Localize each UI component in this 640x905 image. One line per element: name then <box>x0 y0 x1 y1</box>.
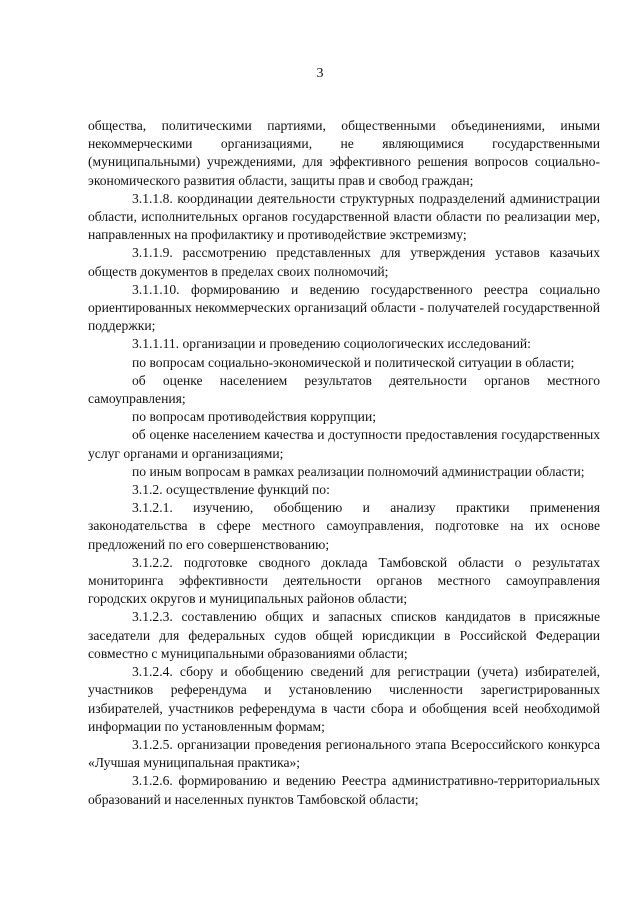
paragraph-3-1-2-1: 3.1.2.1. изучению, обобщению и анализу практики применения законодательства в сфере местного самоуправления, подготовке на их основе предложений по его совершенствованию; <box>88 500 600 552</box>
paragraph-3-1-2-2: 3.1.2.2. подготовке сводного доклада Тамбовской области о результатах мониторинга эффективности деятельности органов местного самоуправления городских округов и муниципальных районов области; <box>88 554 600 607</box>
page-number: 3 <box>316 66 324 81</box>
paragraph-3-1-2-3: 3.1.2.3. составлению общих и запасных списков кандидатов в присяжные заседатели для федеральных судов общей юрисдикции в Российской Федерации совместно с муниципальными образованиями области; <box>88 609 600 661</box>
list-item-local-government-assessment: об оценке населением результатов деятельности органов местного самоуправления; <box>88 372 600 407</box>
paragraph-3-1-1-11: 3.1.1.11. организации и проведению социологических исследований: <box>132 336 531 352</box>
paragraph-3-1-1-10: 3.1.1.10. формированию и ведению государственного реестра социально ориентированных некоммерческих организаций области - получателей государственной поддержки; <box>88 281 600 334</box>
paragraph-continuation: общества, политическими партиями, общественными объединениями, иными некоммерческими организациями, не являющимися государственными (муниципальными) учреждениями, для эффективного решения вопросов социально-экономического развития области, защиты прав и свобод граждан; <box>88 118 600 188</box>
paragraph-3-1-1-9: 3.1.1.9. рассмотрению представленных для утверждения уставов казачьих обществ документов в пределах своих полномочий; <box>88 245 600 279</box>
paragraph-3-1-2-4: 3.1.2.4. сбору и обобщению сведений для регистрации (учета) избирателей, участников референдума и установлению численности зарегистрированных избирателей, участников референдума в части сбора и обобщения всей необходимой информации по установленным формам; <box>88 664 600 734</box>
list-item-public-services-assessment: об оценке населением качества и доступности предоставления государственных услуг органами и организациями; <box>88 427 600 461</box>
paragraph-3-1-2-5: 3.1.2.5. организации проведения регионального этапа Всероссийского конкурса «Лучшая муниципальная практика»; <box>88 736 600 771</box>
paragraph-3-1-1-8: 3.1.1.8. координации деятельности структурных подразделений администрации области, исполнительных органов государственной власти области по реализации мер, направленных на профилактику и противодействие экстремизму; <box>88 190 600 243</box>
list-item-anti-corruption: по вопросам противодействия коррупции; <box>132 409 377 425</box>
list-item-other-issues: по иным вопросам в рамках реализации полномочий администрации области; <box>132 463 585 479</box>
list-item-socio-economic: по вопросам социально-экономической и политической ситуации в области; <box>132 354 575 370</box>
paragraph-3-1-2-6: 3.1.2.6. формированию и ведению Реестра административно-территориальных образований и населенных пунктов Тамбовской области; <box>88 773 600 807</box>
document-body <box>88 117 600 809</box>
paragraph-3-1-2: 3.1.2. осуществление функций по: <box>132 482 330 498</box>
